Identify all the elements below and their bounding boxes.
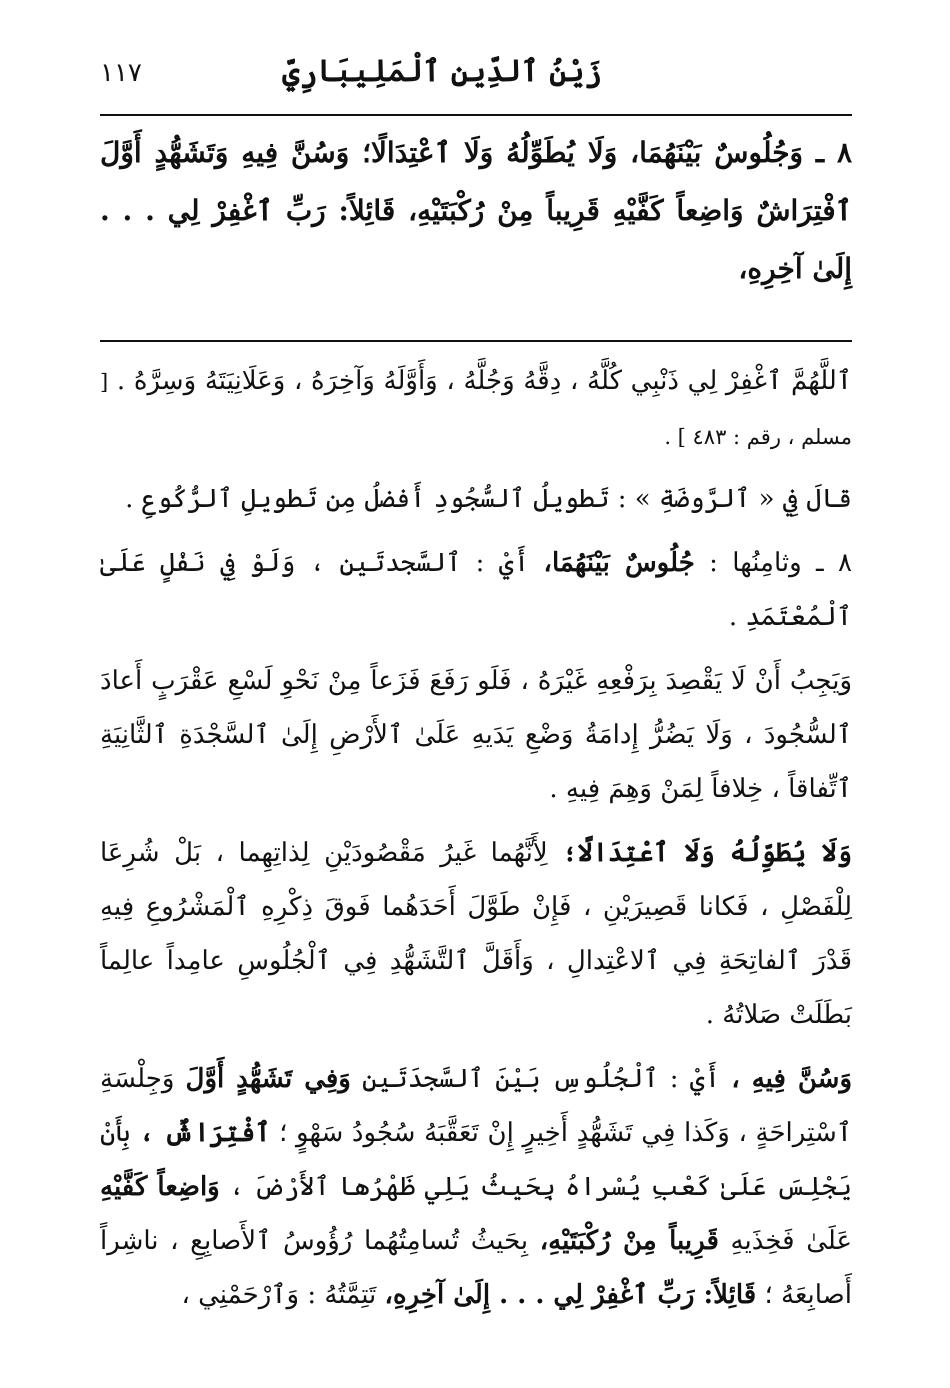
- paragraph-sunna-bold-5: قَرِيباً مِنْ رُكْبَتَيْهِ،: [539, 1226, 719, 1256]
- hadith-reference: [ مسلم ، رقم : ٤٨٣ ] .: [100, 370, 852, 449]
- paragraph-sunna: [100, 1052, 852, 1322]
- header-rule: [100, 114, 852, 116]
- paragraph-sunna-text-3: بِأَنْ يَجْلِسَ عَلَىٰ كَعْبِ يُسْراهُ بِحَيثُ يَلِي ظَهْرُها ٱلأَرْضَ ،: [100, 1118, 852, 1202]
- hadith-paragraph: [100, 354, 852, 464]
- paragraph-sunna-text-4: عَلَىٰ فَخِذَيهِ: [730, 1226, 853, 1256]
- separator-rule: [100, 340, 852, 342]
- paragraph-wajib: وَيَجِبُ أَنْ لَا يَقْصِدَ بِرَفْعِهِ غَيْرَهُ ، فَلَو رَفَعَ فَزَعاً مِنْ نَحْوِ لَسْعِ عَقْرَبٍ أَعادَ ٱلسُّجُودَ ، وَلَا يَضُرُّ إِدامَةُ وَضْعِ يَدَيهِ عَلَىٰ ٱلأَرْضِ إِلَىٰ ٱلسَّجْدَةِ ٱلثَّانِيَةِ ٱتِّفاقاً ، خِلافاً لِمَنْ وَهِمَ فِيهِ .: [100, 666, 852, 804]
- paragraph-tatwil-bold: وَلَا يُطَوِّلُهُ وَلَا ٱعْتِدَالًا؛: [562, 838, 853, 868]
- matn-text: ٨ ـ وَجُلُوسٌ بَيْنَهُمَا، وَلَا يُطَوِّلُهُ وَلَا ٱعْتِدَالًا؛ وَسُنَّ فِيهِ وَتَشَهُّدٍ أَوَّلَ ٱفْتِرَاشٌ وَاضِعاً كَفَّيْهِ قَرِيباً مِنْ رُكْبَتَيْهِ، قَائِلاً: رَبِّ ٱغْفِرْ لِي . . . إِلَىٰ آخِرِهِ،: [100, 136, 852, 285]
- running-head-title: زَيْنُ ٱلدِّينِ ٱلْمَلِيبَارِيِّ: [282, 54, 602, 89]
- paragraph-tatwil: [100, 826, 852, 1042]
- paragraph-sunna-bold-4: وَاضِعاً كَفَّيْهِ: [100, 1172, 220, 1202]
- paragraph-sunna-bold-3: ٱفْتِرَاشٌ ،: [139, 1118, 271, 1148]
- paragraph-eighth: [100, 536, 852, 644]
- paragraph-sunna-bold-2: وَفِي تَشَهُّدٍ أَوَّلَ: [185, 1064, 351, 1094]
- paragraph-sunna-text-2: وَجِلْسَةِ ٱسْتِراحَةٍ ، وَكَذا فِي تَشَهُّدٍ أَخِيرٍ إِنْ تَعَقَّبَهُ سُجُودُ سَهْوٍ ؛: [100, 1064, 852, 1148]
- paragraph-sunna-text-6: تَتِمَّتُهُ : وَٱرْحَمْنِي ،: [181, 1280, 377, 1310]
- paragraph-eighth-bold: جُلُوسٌ بَيْنَهُمَا،: [543, 548, 695, 578]
- paragraph-eighth-rest: أَيْ : ٱلسَّجدتَينِ ، وَلَوْ فِي نَفْلٍ عَلَىٰ ٱلْمُعْتَمَدِ .: [100, 548, 852, 632]
- paragraph-sunna-bold-6: قَائِلاً: رَبِّ ٱغْفِرْ لِي . . . إِلَىٰ آخِرِهِ،: [384, 1280, 757, 1310]
- paragraph-tatwil-rest: لِأَنَّهُما غَيرُ مَقْصُودَيْنِ لِذاتِهِما ، بَلْ شُرِعَا لِلْفَصْلِ ، فَكانا قَصِيرَيْنِ ، فَإِنْ طَوَّلَ أَحَدَهُما فَوقَ ذِكْرِهِ ٱلْمَشْرُوعِ فِيهِ قَدْرَ ٱلفاتِحَةِ فِي ٱلاعْتِدالِ ، وَأَقَلَّ ٱلتَّشَهُّدِ فِي ٱلْجُلُوسِ عامِداً عالِماً بَطَلَتْ صَلاتُهُ .: [100, 838, 852, 1030]
- paragraph-sunna-text-1: أَيْ : ٱلْجُلُوسِ بَيْنَ ٱلسَّجدَتَينِ: [362, 1064, 721, 1094]
- commentary: [100, 354, 852, 1322]
- paragraph-rawda: قالَ فِي « ٱلرَّوضَةِ » : تَطويلُ ٱلسُّجُودِ أَفضلُ مِن تَطويلِ ٱلرُّكُوعِ .: [125, 484, 852, 514]
- paragraph-sunna-bold-1: وَسُنَّ فِيهِ ،: [731, 1064, 852, 1094]
- hadith-text: ٱللَّهُمَّ ٱغْفِرْ لِي ذَنْبِي كُلَّهُ ، دِقَّهُ وَجُلَّهُ ، وَأَوَّلَهُ وَآخِرَهُ ، وَعَلَانِيَتَهُ وَسِرَّهُ .: [116, 366, 852, 396]
- book-page: [100, 48, 852, 1348]
- running-head: [100, 48, 852, 110]
- paragraph-eighth-prefix: ٨ ـ وثامِنُها :: [709, 548, 852, 578]
- page-number: ١١٧: [100, 58, 142, 88]
- paragraph-sunna-text-5: بِحَيثُ تُسامِتُهُما رُؤُوسُ ٱلأَصابِعِ ، ناشِراً أَصابِعَهُ ؛: [100, 1226, 852, 1310]
